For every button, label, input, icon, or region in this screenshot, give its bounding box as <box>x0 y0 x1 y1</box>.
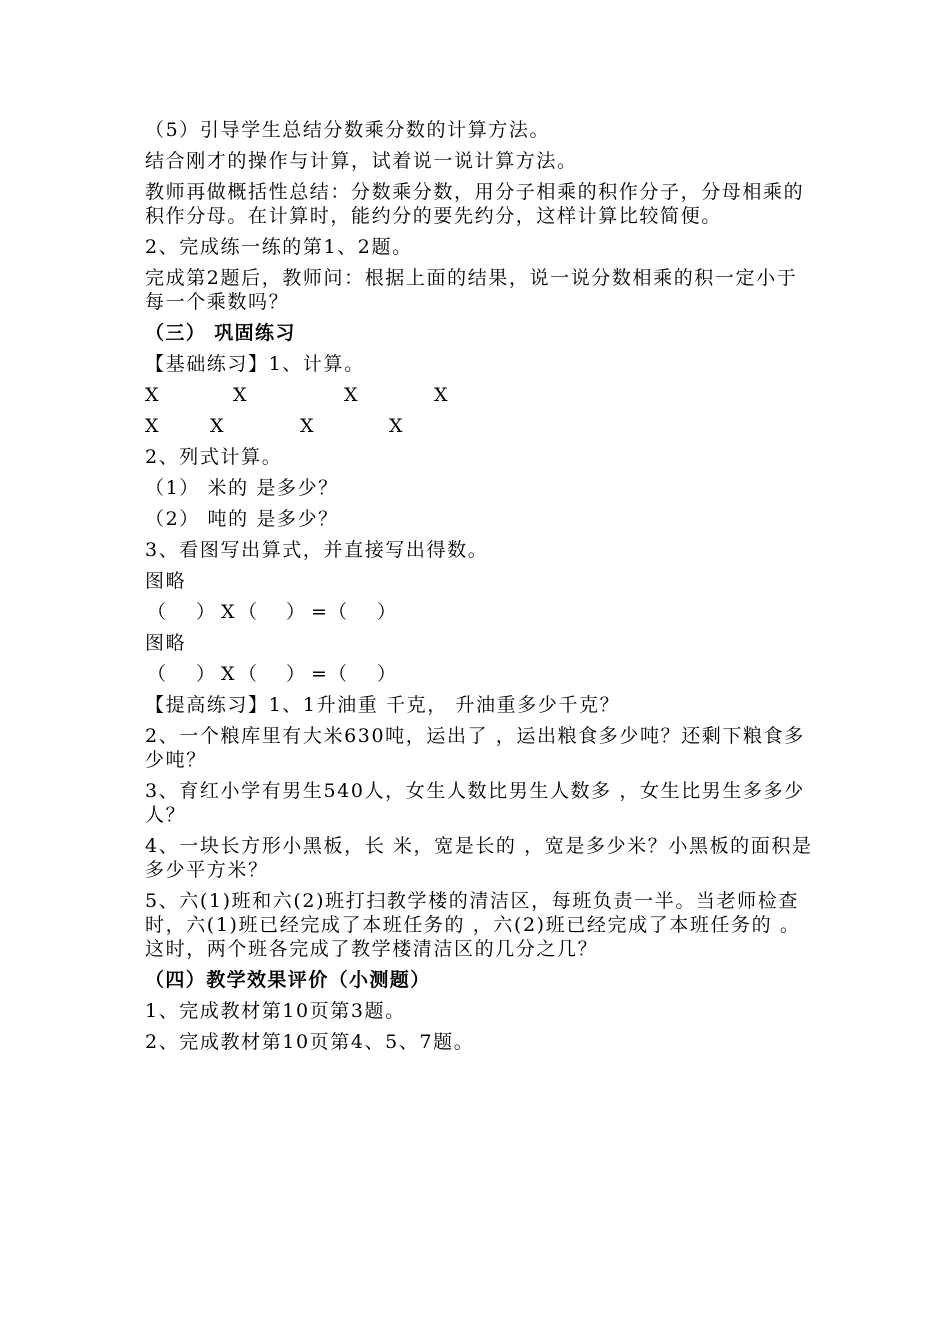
open-paren: （ <box>328 601 348 623</box>
basic-practice-title: 【基础练习】1、计算。 <box>145 353 365 375</box>
advanced-practice-1: 【提高练习】1、1升油重 千克， 升油重多少千克？ <box>145 694 621 716</box>
advanced-practice-4: 4、一块长方形小黑板，长 米，宽是长的 ，宽是多少米？小黑板的面积是多少平方米？ <box>145 835 813 881</box>
times-sign: X <box>300 415 316 437</box>
equals-sign: = <box>311 601 327 623</box>
figure-omitted: 图略 <box>145 632 187 654</box>
times-sign: X <box>434 384 450 406</box>
advanced-practice-2: 2、一个粮库里有大米630吨，运出了 ，运出粮食多少吨？还剩下粮食多少吨？ <box>145 725 805 771</box>
advanced-practice-3: 3、育红小学有男生540人，女生人数比男生人数多 ，女生比男生多多少人？ <box>145 780 805 826</box>
close-paren: ） <box>196 663 216 685</box>
close-paren: ） <box>196 601 216 623</box>
assessment-item-2: 2、完成教材第10页第4、5、7题。 <box>145 1031 475 1053</box>
calc-row-1 <box>145 383 815 407</box>
document-page <box>145 118 815 1061</box>
times-sign: X <box>221 601 235 623</box>
equals-sign: = <box>311 663 327 685</box>
teacher-question: 完成第2题后，教师问：根据上面的结果，说一说分数相乘的积一定小于每一个乘数吗？ <box>145 267 798 313</box>
equation-blank-row <box>145 662 815 686</box>
column-calc-2: （2） 吨的 是多少？ <box>145 508 339 530</box>
close-paren: ） <box>377 663 397 685</box>
picture-problem-title: 3、看图写出算式，并直接写出得数。 <box>145 539 489 561</box>
times-sign: X <box>210 415 226 437</box>
times-sign: X <box>145 384 161 406</box>
column-calc-1: （1） 米的 是多少？ <box>145 477 339 499</box>
try-explain-method: 结合刚才的操作与计算，试着说一说计算方法。 <box>145 150 578 172</box>
section-heading-4: （四）教学效果评价（小测题） <box>145 969 431 991</box>
figure-omitted: 图略 <box>145 570 187 592</box>
advanced-practice-5: 5、六(1)班和六(2)班打扫教学楼的清洁区，每班负责一半。当老师检查时，六(1)班已经完成了本班任务的 ，六(2)班已经完成了本班任务的 。这时，两个班各完成了教学楼清洁区的几分之几？ <box>145 890 801 960</box>
close-paren: ） <box>377 601 397 623</box>
column-calc-title: 2、列式计算。 <box>145 446 283 468</box>
step-5-guide: （5）引导学生总结分数乘分数的计算方法。 <box>145 119 551 141</box>
assessment-item-1: 1、完成教材第10页第3题。 <box>145 1000 406 1022</box>
times-sign: X <box>233 384 249 406</box>
section-heading-3: （三） 巩固练习 <box>145 322 296 344</box>
open-paren: （ <box>328 663 348 685</box>
open-paren: （ <box>238 601 258 623</box>
calc-row-2 <box>145 414 815 438</box>
times-sign: X <box>389 415 405 437</box>
equation-blank-row <box>145 600 815 624</box>
teacher-summary: 教师再做概括性总结：分数乘分数，用分子相乘的积作分子，分母相乘的积作分母。在计算时，能约分的要先约分，这样计算比较简便。 <box>145 181 805 227</box>
open-paren: （ <box>147 663 167 685</box>
practice-item-2: 2、完成练一练的第1、2题。 <box>145 236 413 258</box>
times-sign: X <box>145 415 161 437</box>
times-sign: X <box>221 663 235 685</box>
open-paren: （ <box>147 601 167 623</box>
open-paren: （ <box>238 663 258 685</box>
close-paren: ） <box>286 601 306 623</box>
times-sign: X <box>344 384 360 406</box>
close-paren: ） <box>286 663 306 685</box>
